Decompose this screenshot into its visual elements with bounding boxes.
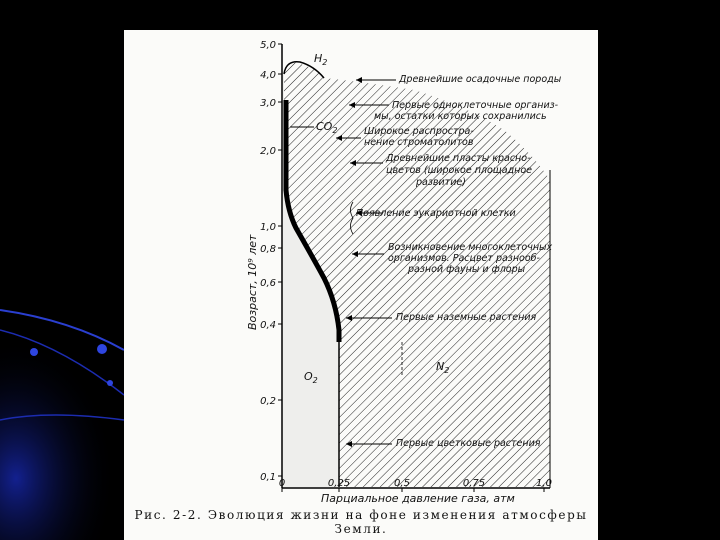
x-tick-label: 0,5 <box>394 478 410 489</box>
y-tick-label: 0,2 <box>260 396 276 407</box>
y-tick-label: 5,0 <box>260 40 276 51</box>
atmosphere-diagram <box>124 30 598 540</box>
event-red-beds-line3: развитие) <box>416 177 466 188</box>
n2-label: $N_2$ <box>436 360 450 375</box>
x-tick-label: 0,75 <box>462 478 486 489</box>
event-red-beds-line2: цветов (широкое площадное <box>386 165 533 176</box>
o2-label: $O_2$ <box>304 370 318 385</box>
y-tick-label: 0,6 <box>260 278 276 289</box>
decor-dot <box>97 344 107 354</box>
y-axis-title: Возраст, 10⁹ лет <box>246 234 259 330</box>
event-multicellular-line2: организмов. Расцвет разнооб- <box>388 253 540 264</box>
co2-label: $CO_2$ <box>316 120 338 135</box>
event-first-unicellular-line2: мы, остатки которых сохранились <box>374 111 547 122</box>
x-axis-title: Парциальное давление газа, атм <box>321 492 515 505</box>
x-tick-label: 0,25 <box>327 478 351 489</box>
event-eukaryotic-cell: Появление эукариотной клетки <box>356 208 516 219</box>
event-stromatolites-line1: Широкое распростра- <box>364 126 474 137</box>
decor-dot <box>30 348 38 356</box>
figure-caption: Рис. 2-2. Эволюция жизни на фоне изменения атмосферы Земли. <box>134 508 588 536</box>
x-tick-label: 0 <box>278 478 286 489</box>
h2-label: $H_2$ <box>314 52 328 67</box>
event-stromatolites-line2: нение строматолитов <box>364 137 474 148</box>
y-tick-label: 3,0 <box>260 98 276 109</box>
scanned-figure <box>124 30 598 540</box>
event-red-beds-line1: Древнейшие пласты красно- <box>386 153 531 164</box>
decor-dot <box>107 380 113 386</box>
y-tick-label: 0,8 <box>260 244 276 255</box>
event-flowering-plants: Первые цветковые растения <box>396 438 541 449</box>
y-tick-label: 1,0 <box>260 222 276 233</box>
event-first-unicellular-line1: Первые одноклеточные организ- <box>392 100 559 111</box>
event-multicellular-line3: разной фауны и флоры <box>408 264 526 275</box>
y-tick-label: 0,1 <box>260 472 276 483</box>
x-tick-label: 1,0 <box>536 478 552 489</box>
y-tick-label: 2,0 <box>260 146 276 157</box>
y-tick-label: 0,4 <box>260 320 276 331</box>
event-land-plants: Первые наземные растения <box>396 312 537 323</box>
event-multicellular-line1: Возникновение многоклеточных <box>388 242 553 253</box>
y-tick-label: 4,0 <box>260 70 276 81</box>
event-oldest-sediments: Древнейшие осадочные породы <box>399 74 562 85</box>
